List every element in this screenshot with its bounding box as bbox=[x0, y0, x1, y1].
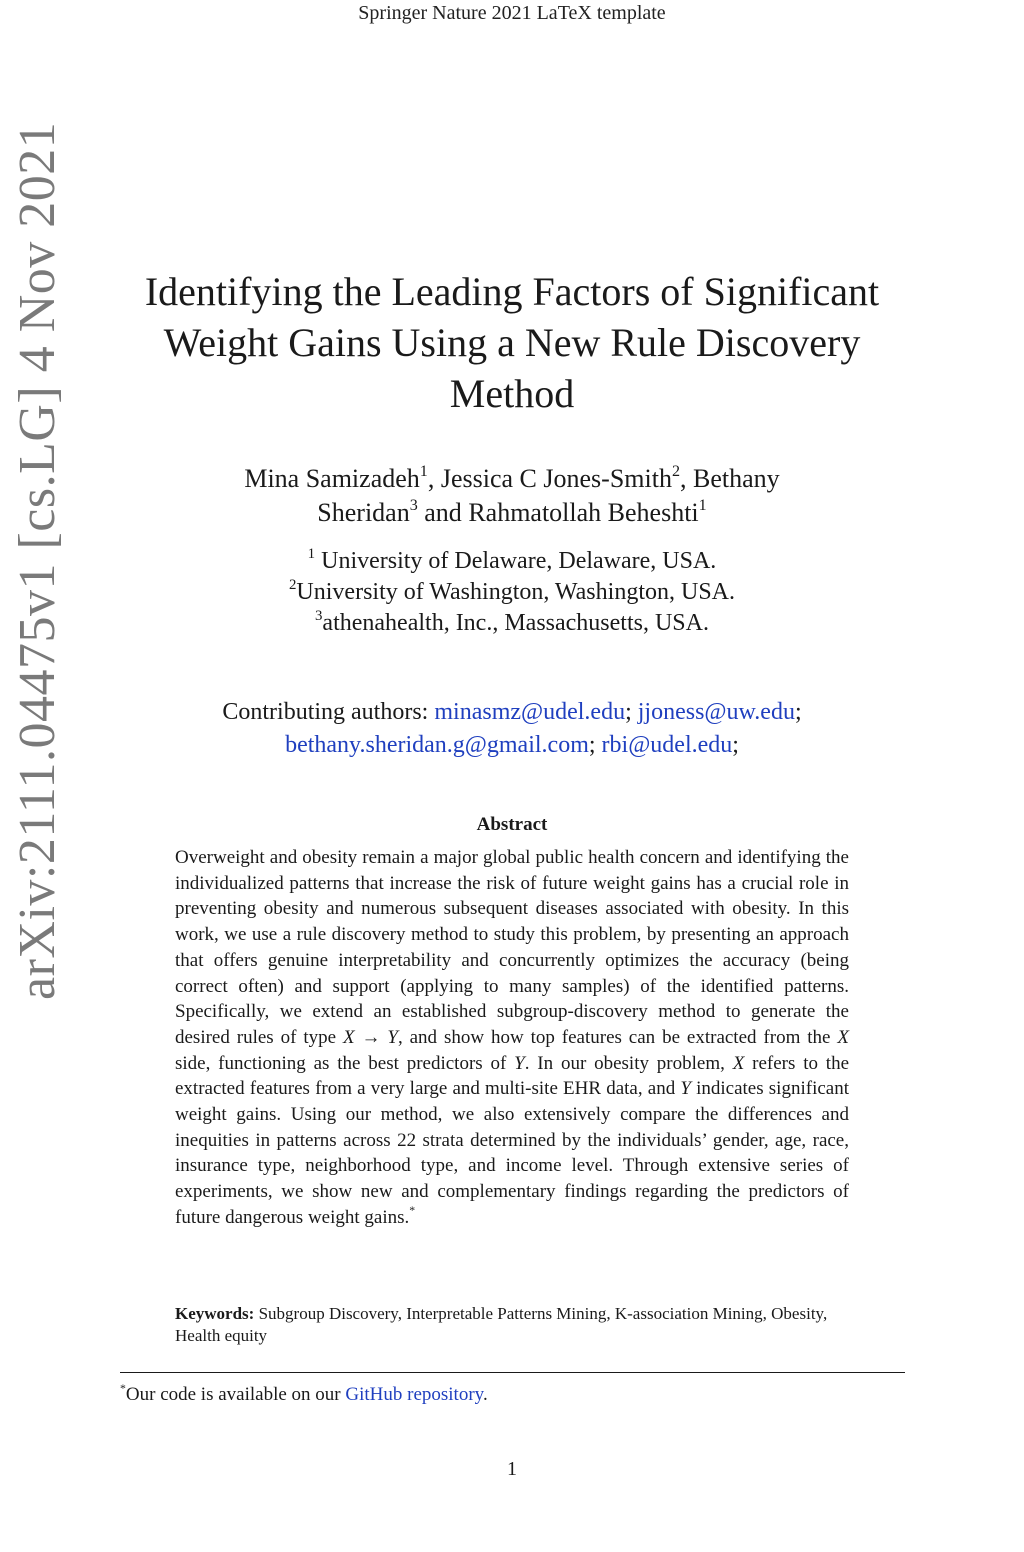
affiliation-marker: 2 bbox=[671, 462, 681, 480]
affiliation-line bbox=[170, 577, 854, 608]
abstract-body bbox=[175, 845, 849, 1231]
affiliation-marker: 1 bbox=[307, 545, 316, 562]
email-link[interactable]: bethany.sheridan.g@gmail.com bbox=[285, 732, 589, 758]
author-name: Sheridan bbox=[317, 498, 410, 527]
running-header-suffix: template bbox=[591, 2, 666, 24]
contrib-line-1 bbox=[150, 696, 874, 729]
author-list bbox=[170, 462, 854, 530]
footnote-divider bbox=[120, 1372, 905, 1373]
math-var: Y bbox=[514, 1052, 525, 1074]
abstract-text: refers to the extracted features from a very large and multi-site EHR data, and bbox=[175, 1052, 850, 1100]
author-conjunction: and bbox=[417, 498, 469, 527]
affiliation-text: University of Delaware, Delaware, USA. bbox=[315, 548, 717, 574]
keywords-label: Keywords: bbox=[175, 1304, 255, 1323]
footnote-marker: * bbox=[120, 1381, 126, 1395]
footnote-text: . bbox=[482, 1384, 488, 1405]
math-arrow: → bbox=[354, 1026, 388, 1048]
author-separator: , bbox=[680, 464, 694, 493]
affiliation-line bbox=[170, 608, 854, 639]
running-header bbox=[0, 2, 1024, 25]
author-name: Bethany bbox=[693, 464, 780, 493]
affiliation-line bbox=[170, 546, 854, 577]
email-link[interactable]: jjoness@uw.edu bbox=[637, 699, 795, 725]
author-separator: , bbox=[427, 464, 441, 493]
github-repository-link[interactable]: GitHub repository bbox=[345, 1384, 483, 1405]
title-line: Method bbox=[449, 371, 575, 416]
running-header-text: Springer Nature 2021 bbox=[358, 2, 537, 24]
email-terminator: ; bbox=[732, 732, 739, 758]
affiliation-marker: 1 bbox=[419, 462, 428, 480]
email-link[interactable]: rbi@udel.edu bbox=[601, 732, 733, 758]
latex-logo: LaTeX bbox=[536, 2, 592, 24]
footnote-marker: * bbox=[409, 1204, 416, 1218]
author-line-2 bbox=[170, 496, 854, 530]
abstract-heading: Abstract bbox=[476, 814, 548, 835]
affiliation-text: University of Washington, Washington, USA. bbox=[296, 579, 735, 605]
abstract-text: side, functioning as the best predictors of bbox=[175, 1052, 515, 1074]
math-var: Y bbox=[680, 1078, 691, 1100]
author-name: Mina Samizadeh bbox=[244, 464, 420, 493]
abstract-text: , and show how top features can be extracted from the bbox=[397, 1026, 838, 1048]
keywords bbox=[175, 1303, 849, 1347]
affiliation-text: athenahealth, Inc., Massachusetts, USA. bbox=[322, 610, 709, 636]
author-name: Jessica C Jones-Smith bbox=[440, 464, 672, 493]
affiliation-marker: 1 bbox=[698, 496, 707, 514]
title-line: Identifying the Leading Factors of Significant bbox=[144, 269, 880, 314]
abstract-text: . In our obesity problem, bbox=[524, 1052, 733, 1074]
footnote-text: Our code is available on our bbox=[125, 1384, 346, 1405]
email-separator: ; bbox=[588, 732, 602, 758]
contrib-line-2 bbox=[150, 729, 874, 762]
author-line-1 bbox=[170, 462, 854, 496]
affiliations bbox=[170, 546, 854, 639]
email-link[interactable]: minasmz@udel.edu bbox=[434, 699, 626, 725]
math-var: X bbox=[732, 1052, 745, 1074]
contrib-label: Contributing authors: bbox=[222, 699, 435, 725]
arxiv-identifier-stamp: arXiv:2111.04475v1 [cs.LG] 4 Nov 2021 bbox=[9, 121, 66, 1000]
paper-title bbox=[120, 266, 904, 419]
math-var: X bbox=[837, 1026, 849, 1048]
abstract-text: indicates significant weight gains. Using our method, we also extensively compare the differences and inequities in patterns across 22 strata determined by the individuals’ gender, age, race, insurance type, neighborhood type, and income level. Through extensive series of experiments, we show new and complementary findings regarding the predictors of future dangerous weight gains. bbox=[175, 1078, 849, 1228]
email-separator: ; bbox=[625, 699, 638, 725]
email-terminator: ; bbox=[794, 699, 802, 725]
math-var: Y bbox=[387, 1026, 398, 1048]
page-number: 1 bbox=[507, 1458, 517, 1480]
keywords-text: Subgroup Discovery, Interpretable Patterns Mining, K-association Mining, Obesity, Health equity bbox=[175, 1304, 828, 1345]
affiliation-marker: 3 bbox=[409, 496, 418, 514]
affiliation-marker: 2 bbox=[288, 576, 297, 593]
footnote bbox=[120, 1382, 905, 1408]
math-var: X bbox=[342, 1026, 355, 1048]
contributing-authors bbox=[150, 696, 874, 762]
abstract-text: Overweight and obesity remain a major global public health concern and identifying the individualized patterns that increase the risk of future weight gains has a crucial role in preventing obesity and numerous subsequent diseases associated with obesity. In this work, we use a rule discovery method to study this problem, by presenting an approach that offers genuine interpretability and concurrently optimizes the accuracy (being correct often) and support (applying to many samples) of the identified patterns. Specifically, we extend an established subgroup-discovery method to generate the desired rules of type bbox=[175, 847, 849, 1048]
title-line: Weight Gains Using a New Rule Discovery bbox=[163, 320, 861, 365]
author-name: Rahmatollah Beheshti bbox=[468, 498, 699, 527]
affiliation-marker: 3 bbox=[314, 607, 323, 624]
